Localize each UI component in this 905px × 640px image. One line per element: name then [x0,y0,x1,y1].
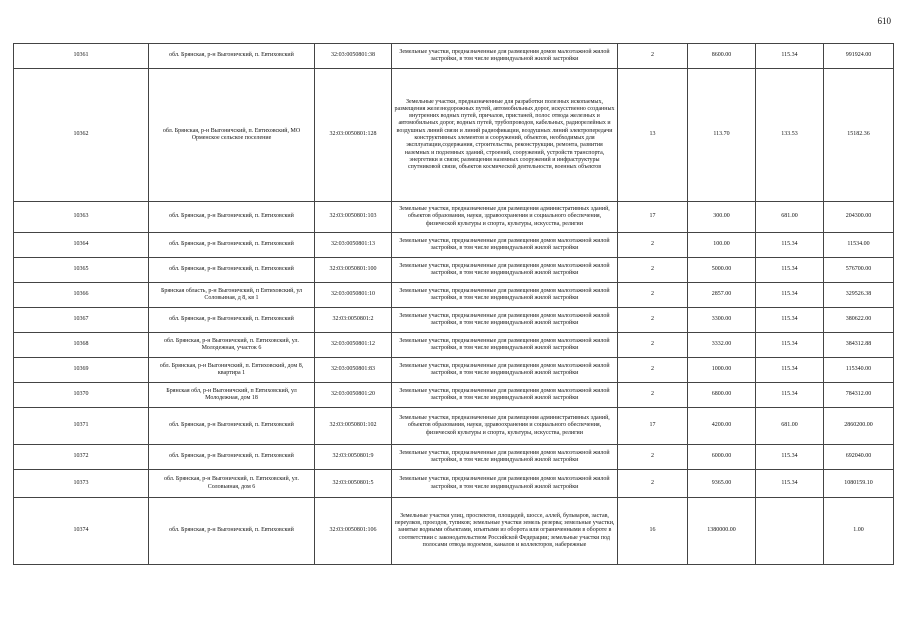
land-use-type: Земельные участки, предназначенные для размещения домов малоэтажной жилой застройки, в том числе индивидуальной жилой застройки [392,445,618,470]
record-number: 10365 [14,258,149,283]
address-cell: обл. Брянская, р-н Выгоничский, п. Евтиховский [149,445,315,470]
use-group: 2 [618,383,688,408]
area-value: 4200.00 [688,408,756,445]
address-cell: обл. Брянская, р-н Выгоничский, п. Евтиховский, ул. Соловьиная, дом 6 [149,470,315,498]
area-value: 9365.00 [688,470,756,498]
area-value: 1000.00 [688,358,756,383]
specific-value: 133.53 [756,69,824,202]
land-use-type: Земельные участки, предназначенные для размещения домов малоэтажной жилой застройки, в том числе индивидуальной жилой застройки [392,258,618,283]
specific-value: 115.34 [756,44,824,69]
specific-value: 115.34 [756,258,824,283]
address-cell: обл. Брянская, р-н Выгоничский, п. Евтиховский [149,44,315,69]
land-use-type: Земельные участки, предназначенные для размещения домов малоэтажной жилой застройки, в том числе индивидуальной жилой застройки [392,283,618,308]
use-group: 2 [618,44,688,69]
use-group: 2 [618,308,688,333]
area-value: 3332.00 [688,333,756,358]
cadastral-number: 32:03:0050801:103 [315,202,392,233]
cadastral-value: 692040.00 [824,445,894,470]
land-use-type: Земельные участки, предназначенные для размещения домов малоэтажной жилой застройки, в том числе индивидуальной жилой застройки [392,470,618,498]
area-value: 100.00 [688,233,756,258]
cadastral-value: 384312.88 [824,333,894,358]
record-number: 10372 [14,445,149,470]
cadastral-value: 991924.00 [824,44,894,69]
record-number: 10369 [14,358,149,383]
area-value: 5000.00 [688,258,756,283]
use-group: 16 [618,498,688,565]
cadastral-value: 1.00 [824,498,894,565]
table-row [14,383,894,408]
table-row [14,233,894,258]
record-number: 10374 [14,498,149,565]
cadastral-number: 32:03:0050801:20 [315,383,392,408]
use-group: 2 [618,333,688,358]
use-group: 2 [618,233,688,258]
use-group: 2 [618,283,688,308]
record-number: 10370 [14,383,149,408]
specific-value: 115.34 [756,383,824,408]
table-row [14,333,894,358]
address-cell: обл. Брянская, р-н Выгоничский, п. Евтиховский [149,202,315,233]
land-use-type: Земельные участки, предназначенные для размещения домов малоэтажной жилой застройки, в том числе индивидуальной жилой застройки [392,383,618,408]
cadastral-value: 380622.00 [824,308,894,333]
table-row [14,202,894,233]
specific-value: 681.00 [756,202,824,233]
cadastral-number: 32:03:0050801:10 [315,283,392,308]
specific-value: 115.34 [756,358,824,383]
area-value: 300.00 [688,202,756,233]
area-value: 3300.00 [688,308,756,333]
use-group: 2 [618,258,688,283]
record-number: 10362 [14,69,149,202]
cadastral-value: 2860200.00 [824,408,894,445]
specific-value: 115.34 [756,333,824,358]
table-row [14,283,894,308]
specific-value: 681.00 [756,408,824,445]
address-cell: обл. Брянская, р-н Выгоничский, п. Евтиховский [149,408,315,445]
land-use-type: Земельные участки, предназначенные для размещения домов малоэтажной жилой застройки, в том числе индивидуальной жилой застройки [392,308,618,333]
table-row [14,445,894,470]
area-value: 2857.00 [688,283,756,308]
area-value: 1380000.00 [688,498,756,565]
table-row [14,470,894,498]
address-cell: обл. Брянская, р-н Выгоничский, п. Евтиховский [149,233,315,258]
area-value: 6000.00 [688,445,756,470]
record-number: 10363 [14,202,149,233]
cadastral-number: 32:03:0050801:106 [315,498,392,565]
cadastral-value: 784312.00 [824,383,894,408]
cadastral-value: 11534.00 [824,233,894,258]
address-cell: Брянская область, р-н Выгоничский, п Евтиховский, ул Соловьиная, д 8, кв 1 [149,283,315,308]
address-cell: обл. Брянская, р-н Выгоничский, п. Евтиховский [149,308,315,333]
address-cell: обл. Брянская, р-н Выгоничский, п. Евтиховский, дом 8, квартира 1 [149,358,315,383]
record-number: 10373 [14,470,149,498]
area-value: 113.70 [688,69,756,202]
cadastral-number: 32:03:0050801:9 [315,445,392,470]
cadastral-number: 32:03:0050801:128 [315,69,392,202]
table-row [14,44,894,69]
address-cell: обл. Брянская, р-н Выгоничский, п. Евтиховский, ул. Молодежная, участок 6 [149,333,315,358]
page-number: 610 [877,16,891,26]
use-group: 2 [618,445,688,470]
area-value: 8600.00 [688,44,756,69]
cadastral-number: 32:03:0050801:2 [315,308,392,333]
table-row [14,69,894,202]
land-use-type: Земельные участки, предназначенные для размещения домов малоэтажной жилой застройки, в том числе индивидуальной жилой застройки [392,333,618,358]
address-cell: обл. Брянская, р-н Выгоничский, п. Евтиховский, МО Орменское сельское поселение [149,69,315,202]
address-cell: обл. Брянская, р-н Выгоничский, п. Евтиховский [149,258,315,283]
land-use-type: Земельные участки, предназначенные для разработки полезных ископаемых, размещения железнодорожных путей, автомобильных дорог, искусственно созданных внутренних водных путей, причалов, пристаней, полос отвода железных и автомобильных дорог, водных путей, трубопроводов, кабельных, радиорелейных и воздушных линий связи и линий радиофикации, воздушных линий электропередачи конструктивных элементов и сооружений, объектов, необходимых для эксплуатации,содержания, строительства, реконструкции, ремонта, развития наземных и подземных зданий, строений, сооружений, устройств транспорта, энергетики и связи; размещения наземных сооружений и инфраструктуры спутниковой связи, объектов космической деятельности, военных объектов [392,69,618,202]
table-row [14,358,894,383]
specific-value: 115.34 [756,308,824,333]
use-group: 13 [618,69,688,202]
record-number: 10368 [14,333,149,358]
record-number: 10367 [14,308,149,333]
record-number: 10364 [14,233,149,258]
table-row [14,308,894,333]
record-number: 10361 [14,44,149,69]
record-number: 10366 [14,283,149,308]
area-value: 6800.00 [688,383,756,408]
cadastral-number: 32:03:0050801:38 [315,44,392,69]
land-use-type: Земельные участки, предназначенные для размещения домов малоэтажной жилой застройки, в том числе индивидуальной жилой застройки [392,233,618,258]
land-use-type: Земельные участки улиц, проспектов, площадей, шоссе, аллей, бульваров, застав, переулков, проездов, тупиков; земельные участки земель резерва; земельные участки, занятые водными объектами, изъятыми из оборота или ограниченными в обороте в соответствии с законодательством Российской Федерации; земельные участки под полосами отвода водоемов, каналов и коллекторов, набережные [392,498,618,565]
cadastral-number: 32:03:0050801:13 [315,233,392,258]
use-group: 2 [618,358,688,383]
cadastral-number: 32:03:0050801:102 [315,408,392,445]
specific-value [756,498,824,565]
land-use-type: Земельные участки, предназначенные для размещения домов малоэтажной жилой застройки, в том числе индивидуальной жилой застройки [392,358,618,383]
cadastral-number: 32:03:0050801:5 [315,470,392,498]
address-cell: Брянская обл, р-н Выгоничский, п Евтиховский, ул Молодежная, дом 18 [149,383,315,408]
cadastral-value: 576700.00 [824,258,894,283]
cadastral-value: 204300.00 [824,202,894,233]
table-row [14,258,894,283]
specific-value: 115.34 [756,283,824,308]
land-registry-table [13,43,894,565]
address-cell: обл. Брянская, р-н Выгоничский, п. Евтиховский [149,498,315,565]
cadastral-value: 115340.00 [824,358,894,383]
cadastral-number: 32:03:0050801:12 [315,333,392,358]
record-number: 10371 [14,408,149,445]
use-group: 17 [618,202,688,233]
specific-value: 115.34 [756,470,824,498]
table-row [14,408,894,445]
cadastral-number: 32:03:0050801:100 [315,258,392,283]
registry-body [14,44,894,565]
land-use-type: Земельные участки, предназначенные для размещения административных зданий, объектов образования, науки, здравоохранения и социального обеспечения, физической культуры и спорта, культуры, искусства, религии [392,408,618,445]
table-row [14,498,894,565]
specific-value: 115.34 [756,233,824,258]
use-group: 2 [618,470,688,498]
cadastral-number: 32:03:0050801:83 [315,358,392,383]
cadastral-value: 15182.36 [824,69,894,202]
use-group: 17 [618,408,688,445]
specific-value: 115.34 [756,445,824,470]
land-use-type: Земельные участки, предназначенные для размещения административных зданий, объектов образования, науки, здравоохранения и социального обеспечения, физической культуры и спорта, культуры, искусства, религии [392,202,618,233]
cadastral-value: 329526.38 [824,283,894,308]
cadastral-value: 1080159.10 [824,470,894,498]
land-use-type: Земельные участки, предназначенные для размещения домов малоэтажной жилой застройки, в том числе индивидуальной жилой застройки [392,44,618,69]
